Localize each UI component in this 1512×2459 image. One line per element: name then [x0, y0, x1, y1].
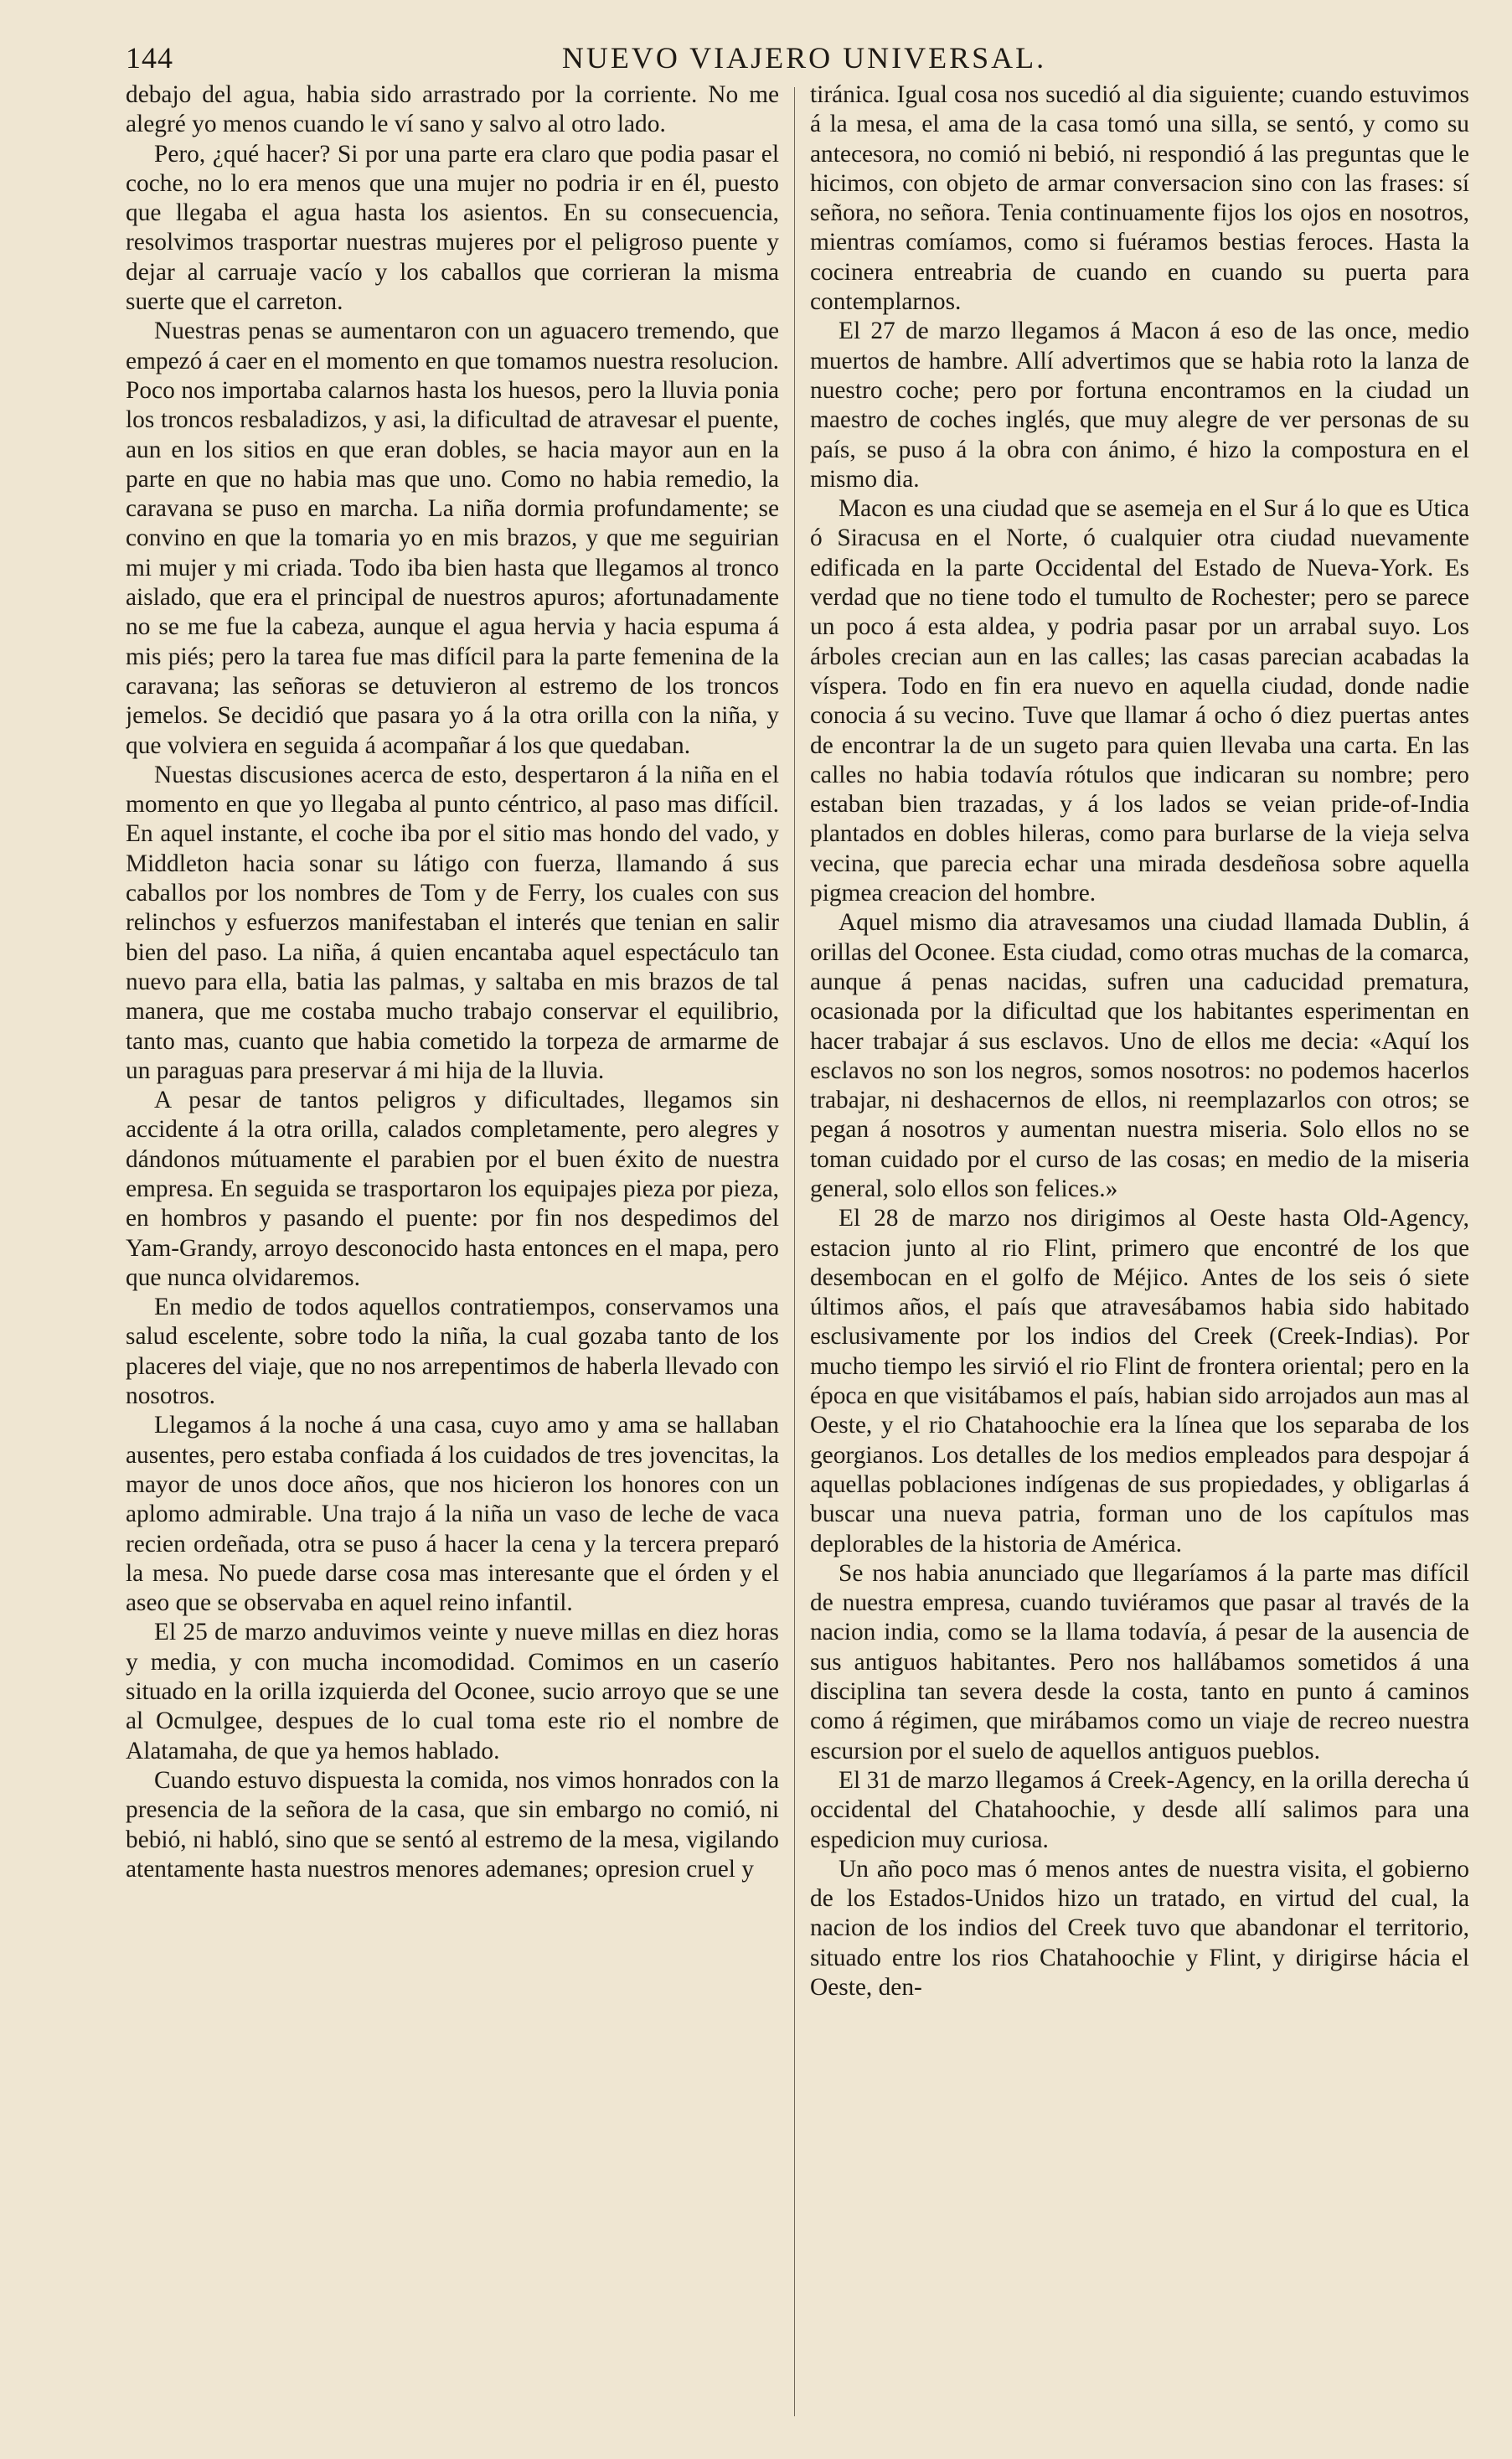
paragraph: El 28 de marzo nos dirigimos al Oeste hasta Old-Agency, estacion junto al rio Flint, primero que encontré de los que desembocan en el golfo de Méjico. Antes de los seis ó siete últimos años, el país que atravesábamos habia sido habitado esclusivamente por los indios del Creek (Creek-Indias). Por mucho tiempo les sirvió el rio Flint de frontera oriental; pero en la época en que visitábamos el país, habian sido arrojados aun mas al Oeste, y el rio Chatahoochie era la línea que los separaba de los georgianos. Los detalles de los medios empleados para despojar á aquellas poblaciones indígenas de sus propiedades, y obligarlas á buscar una nueva patria, forman uno de los capítulos mas deplorables de la historia de América. [810, 1205, 1469, 1558]
paragraph: Cuando estuvo dispuesta la comida, nos vimos honrados con la presencia de la señora de la casa, que sin embargo no comió, ni bebió, ni habló, sino que se sentó al estremo de la mesa, vigilando atentamente hasta nuestros menores ademanes; opresion cruel y [126, 1766, 779, 1883]
running-title: NUEVO VIAJERO UNIVERSAL. [561, 41, 1047, 75]
paragraph: Un año poco mas ó menos antes de nuestra visita, el gobierno de los Estados-Unidos hizo un tratado, en virtud del cual, la nacion de los indios del Creek tuvo que abandonar el territorio, situado entre los rios Chatahoochie y Flint, y dirigirse hácia el Oeste, den- [810, 1855, 1469, 2001]
paragraph: Nuestras penas se aumentaron con un aguacero tremendo, que empezó á caer en el momento en que tomamos nuestra resolucion. Poco nos importaba calarnos hasta los huesos, pero la lluvia ponia los troncos resbaladizos, y asi, la dificultad de atravesar el puente, aun en los sitios en que eran dobles, se hacia mayor aun en la parte en que no habia mas que uno. Como no habia remedio, la caravana se puso en marcha. La niña dormia profundamente; se convino en que la tomaria yo en mis brazos, y que me seguirian mi mujer y mi criada. Todo iba bien hasta que llegamos al tronco aislado, que era el principal de nuestros apuros; afortunadamente no se me fue la cabeza, aunque el agua hervia y hacia espuma á mis piés; pero la tarea fue mas difícil para la parte femenina de la caravana; las señoras se detuvieron al estremo de los troncos jemelos. Se decidió que pasara yo á la otra orilla con la niña, y que volviera en seguida á acompañar á los que quedaban. [126, 318, 779, 759]
page-number: 144 [126, 41, 173, 75]
paragraph: El 25 de marzo anduvimos veinte y nueve millas en diez horas y media, y con mucha incomodidad. Comimos en un caserío situado en la orilla izquierda del Oconee, sucio arroyo que se une al Ocmulgee, despues de lo cual toma este rio el nombre de Alatamaha, de que ya hemos hablado. [126, 1619, 779, 1764]
paragraph: Llegamos á la noche á una casa, cuyo amo y ama se hallaban ausentes, pero estaba confiada á los cuidados de tres jovencitas, la mayor de unos doce años, que nos hicieron los honores con un aplomo admirable. Una trajo á la niña un vaso de leche de vaca recien ordeñada, otra se puso á hacer la cena y la tercera preparó la mesa. No puede darse cosa mas interesante que el órden y el aseo que se observaba en aquel reino infantil. [126, 1412, 779, 1617]
right-column [810, 80, 1469, 2426]
paragraph: El 31 de marzo llegamos á Creek-Agency, en la orilla derecha ú occidental del Chatahoochie, y desde allí salimos para una espedicion muy curiosa. [810, 1766, 1469, 1853]
paragraph: Aquel mismo dia atravesamos una ciudad llamada Dublin, á orillas del Oconee. Esta ciudad, como otras muchas de la comarca, aunque á penas nacidas, sufren una caducidad prematura, ocasionada por la dificultad que los habitantes esperimentan en hacer trabajar á sus esclavos. Uno de ellos me decia: «Aquí los esclavos no son los negros, somos nosotros: no podemos hacerlos trabajar, ni deshacernos de ellos, ni reemplazarlos con otros; se pegan á nosotros y aumentan nuestra miseria. Solo ellos no se toman cuidado por el curso de las cosas; en medio de la miseria general, solo ellos son felices.» [810, 909, 1469, 1202]
paragraph: Pero, ¿qué hacer? Si por una parte era claro que podia pasar el coche, no lo era menos que una mujer no podria ir en él, puesto que llegaba el agua hasta los asientos. En su consecuencia, resolvimos trasportar nuestras mujeres por el peligroso puente y dejar al carruaje vacío y los caballos que corrieran la misma suerte que el carreton. [126, 140, 779, 316]
paragraph: tiránica. Igual cosa nos sucedió al dia siguiente; cuando estuvimos á la mesa, el ama de la casa tomó una silla, se sentó, y como su antecesora, no comió ni bebió, ni respondió á las preguntas que le hicimos, con objeto de armar conversacion sino con las frases: sí señora, no señora. Tenia continuamente fijos los ojos en nosotros, mientras comíamos, como si fuéramos bestias feroces. Hasta la cocinera entreabria de cuando en cuando su puerta para contemplarnos. [810, 81, 1469, 316]
column-divider [794, 87, 795, 2416]
page-header [126, 35, 1483, 80]
paragraph: Macon es una ciudad que se asemeja en el Sur á lo que es Utica ó Siracusa en el Norte, ó cualquier otra ciudad nuevamente edificada en la parte Occidental del Estado de Nueva-York. Es verdad que no tiene todo el tumulto de Rochester; pero se parece un poco á esta aldea, y podria pasar por un arrabal suyo. Los árboles crecian aun en las calles; las casas parecian acabadas la víspera. Todo en fin era nuevo en aquella ciudad, donde nadie conocia á su vecino. Tuve que llamar á ocho ó diez puertas antes de encontrar la de un sugeto para quien llevaba una carta. En las calles no habia todavía rótulos que indicaran su nombre; pero estaban bien trazadas, y á los lados se veian pride-of-India plantados en dobles hileras, como para burlarse de la vieja selva vecina, que parecia echar una mirada desdeñosa sobre aquella pigmea creacion del hombre. [810, 495, 1469, 907]
paragraph: En medio de todos aquellos contratiempos, conservamos una salud escelente, sobre todo la niña, la cual gozaba tanto de los placeres del viaje, que no nos arrepentimos de haberla llevado con nosotros. [126, 1294, 779, 1410]
paragraph: Se nos habia anunciado que llegaríamos á la parte mas difícil de nuestra empresa, cuando tuviéramos que pasar al través de la nacion india, como se la llama todavía, á pesar de la ausencia de sus antiguos habitantes. Pero nos hallábamos sometidos á una disciplina tan severa desde la costa, tanto en punto á caminos como á régimen, que mirábamos como un viaje de recreo nuestra escursion por el suelo de aquellos antiguos pueblos. [810, 1559, 1469, 1764]
paragraph: Nuestas discusiones acerca de esto, despertaron á la niña en el momento en que yo llegaba al punto céntrico, al paso mas difícil. En aquel instante, el coche iba por el sitio mas hondo del vado, y Middleton hacia sonar su látigo con fuerza, llamando á sus caballos por los nombres de Tom y de Ferry, los cuales con sus relinchos y esfuerzos manifestaban el interés que tenian en salir bien del paso. La niña, á quien encantaba aquel espectáculo tan nuevo para ella, batia las palmas, y saltaba en mis brazos de tal manera, que me costaba mucho trabajo conservar el equilibrio, tanto mas, cuanto que habia cometido la torpeza de armarme de un paraguas para preservar á mi hija de la lluvia. [126, 761, 779, 1084]
left-column [126, 80, 779, 2426]
paragraph: El 27 de marzo llegamos á Macon á eso de las once, medio muertos de hambre. Allí advertimos que se habia roto la lanza de nuestro coche; pero por fortuna encontramos en la ciudad un maestro de coches inglés, que muy alegre de ver personas de su país, se puso á la obra con ánimo, é hizo la compostura en el mismo dia. [810, 318, 1469, 493]
paragraph: A pesar de tantos peligros y dificultades, llegamos sin accidente á la otra orilla, calados completamente, pero alegres y dándonos mútuamente el parabien por el buen éxito de nuestra empresa. En seguida se trasportaron los equipajes pieza por pieza, en hombros y pasando el puente: por fin nos despedimos del Yam-Grandy, arroyo desconocido hasta entonces en el mapa, pero que nunca olvidaremos. [126, 1087, 779, 1291]
paragraph: debajo del agua, habia sido arrastrado por la corriente. No me alegré yo menos cuando le ví sano y salvo al otro lado. [126, 81, 779, 138]
